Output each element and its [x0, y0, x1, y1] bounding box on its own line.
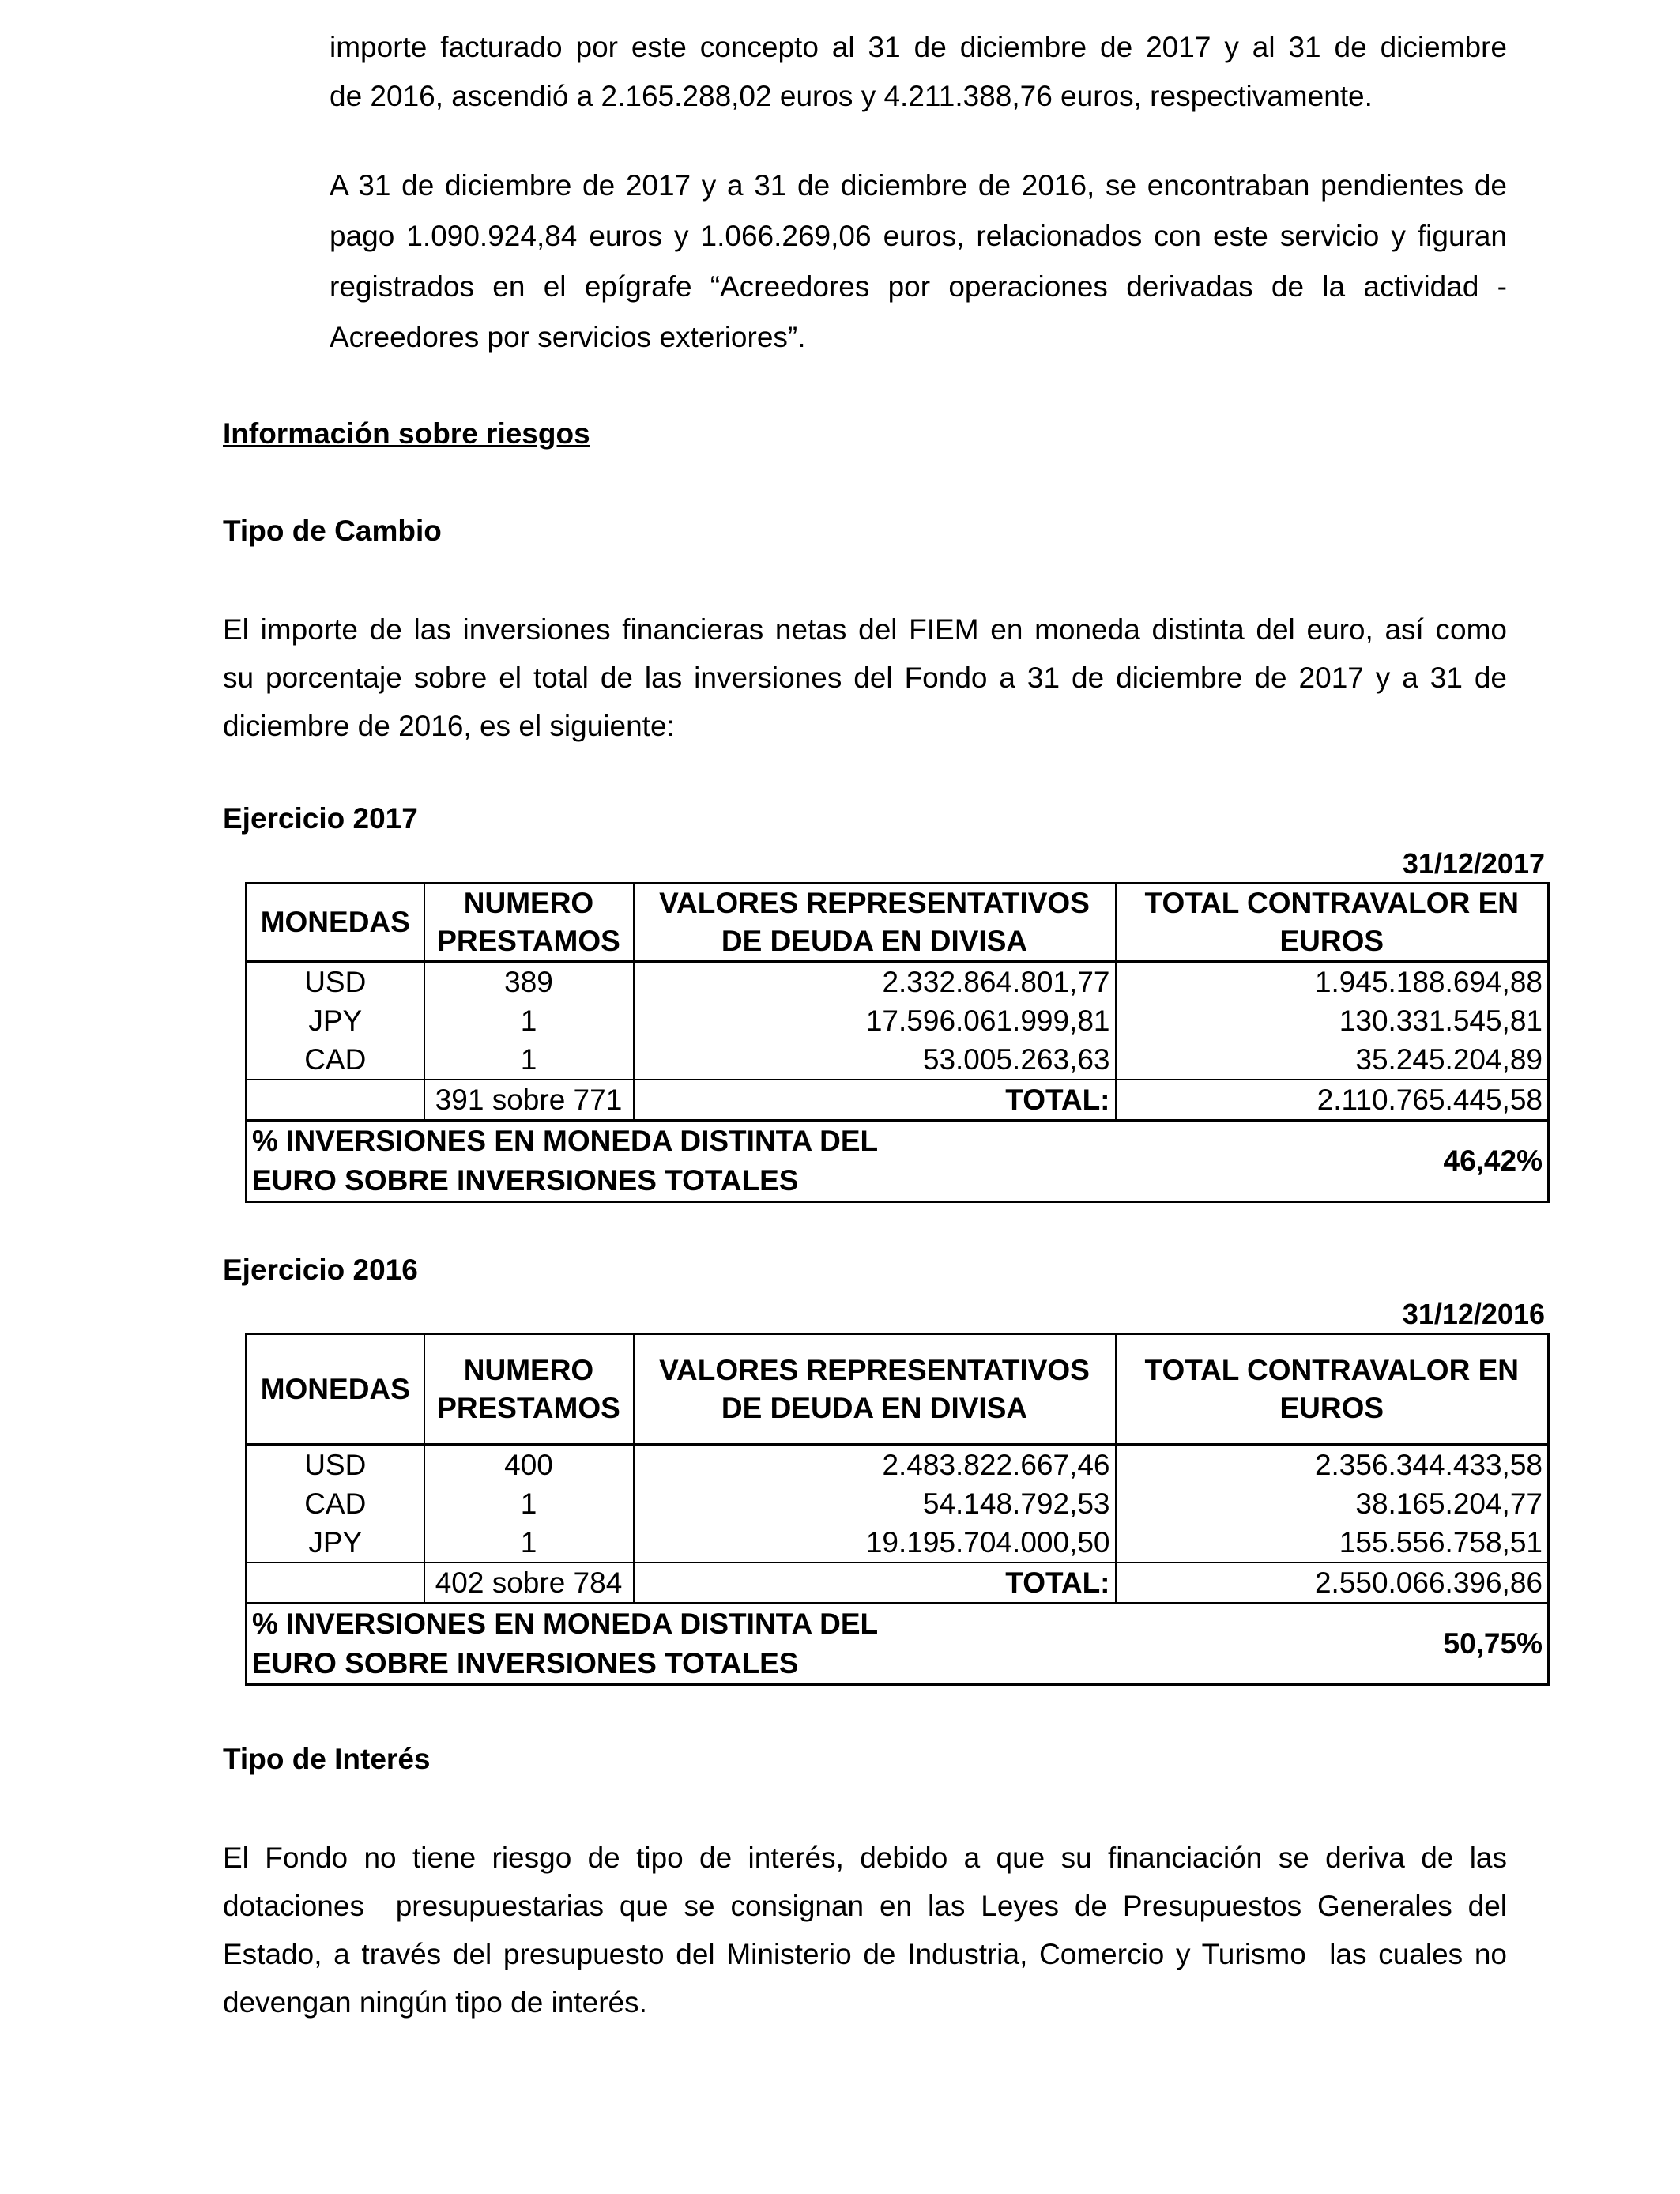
- pct-label-l1: % INVERSIONES EN MONEDA DISTINTA DEL: [252, 1125, 879, 1157]
- header-prestamos: PRESTAMOS: [437, 925, 620, 957]
- header-valores-l1: VALORES REPRESENTATIVOS: [659, 887, 1090, 919]
- exchange-title: Tipo de Cambio: [223, 515, 442, 547]
- exchange-line3: diciembre de 2016, es el siguiente:: [223, 710, 675, 742]
- header-valores-l2: DE DEUDA EN DIVISA: [721, 925, 1028, 957]
- loans-cell: 1: [424, 1040, 634, 1080]
- loans-cell: 389: [424, 962, 634, 1002]
- euros-cell: 1.945.188.694,88: [1116, 962, 1549, 1002]
- table-row: [247, 1001, 1549, 1040]
- pct-label-l2: EURO SOBRE INVERSIONES TOTALES: [252, 1164, 799, 1197]
- header-prestamos: PRESTAMOS: [437, 1391, 620, 1424]
- currency-cell: USD: [247, 1445, 424, 1485]
- header-valores: [634, 884, 1116, 962]
- ex2016-total-row: [247, 1563, 1549, 1604]
- debt-cell: 19.195.704.000,50: [634, 1523, 1116, 1563]
- total-empty-cell: [247, 1563, 424, 1604]
- ex2016-date: 31/12/2016: [1402, 1298, 1545, 1330]
- header-total-l2: EUROS: [1279, 925, 1384, 957]
- table-row: [247, 1523, 1549, 1563]
- euros-cell: 38.165.204,77: [1116, 1484, 1549, 1523]
- header-monedas: MONEDAS: [247, 884, 424, 962]
- intro-p2-line1: A 31 de diciembre de 2017 y a 31 de diciembre de 2016, se encontraban pendientes de: [330, 169, 1507, 202]
- pct-label-l2: EURO SOBRE INVERSIONES TOTALES: [252, 1647, 799, 1679]
- total-label-cell: TOTAL:: [634, 1563, 1116, 1604]
- total-euros-cell: 2.110.765.445,58: [1116, 1080, 1549, 1121]
- pct-value-cell: 46,42%: [1116, 1121, 1549, 1202]
- intro-p1-line1: importe facturado por este concepto al 31 de diciembre de 2017 y al 31 de diciembre: [330, 31, 1507, 63]
- total-euros-cell: 2.550.066.396,86: [1116, 1563, 1549, 1604]
- header-valores-l2: DE DEUDA EN DIVISA: [721, 1391, 1028, 1424]
- loans-cell: 1: [424, 1484, 634, 1523]
- currency-cell: JPY: [247, 1523, 424, 1563]
- ex2017-date: 31/12/2017: [1402, 847, 1545, 880]
- debt-cell: 2.483.822.667,46: [634, 1445, 1116, 1485]
- table-row: [247, 962, 1549, 1002]
- interest-line1: El Fondo no tiene riesgo de tipo de interés, debido a que su financiación se deriva de las: [223, 1842, 1507, 1874]
- euros-cell: 35.245.204,89: [1116, 1040, 1549, 1080]
- ex2016-pct-row: [247, 1604, 1549, 1685]
- ex2017-header-row: [247, 884, 1549, 962]
- header-total: [1116, 884, 1549, 962]
- exchange-line2: su porcentaje sobre el total de las inversiones del Fondo a 31 de diciembre de 2017 y a 31 de: [223, 662, 1507, 694]
- header-total: [1116, 1334, 1549, 1445]
- ex2016-table: [245, 1333, 1550, 1686]
- table-row: [247, 1445, 1549, 1485]
- total-loans-cell: 391 sobre 771: [424, 1080, 634, 1121]
- currency-cell: CAD: [247, 1484, 424, 1523]
- pct-label-l1: % INVERSIONES EN MONEDA DISTINTA DEL: [252, 1608, 879, 1640]
- loans-cell: 1: [424, 1001, 634, 1040]
- currency-cell: USD: [247, 962, 424, 1002]
- interest-line4: devengan ningún tipo de interés.: [223, 1986, 647, 2019]
- intro-p2-line4: Acreedores por servicios exteriores”.: [330, 321, 806, 353]
- header-total-l2: EUROS: [1279, 1391, 1384, 1424]
- debt-cell: 54.148.792,53: [634, 1484, 1116, 1523]
- total-loans-cell: 402 sobre 784: [424, 1563, 634, 1604]
- pct-label-cell: [247, 1121, 1116, 1202]
- ex2016-header-row: [247, 1334, 1549, 1445]
- ex2017-total-row: [247, 1080, 1549, 1121]
- header-total-l1: TOTAL CONTRAVALOR EN: [1144, 1353, 1519, 1386]
- ex2016-title: Ejercicio 2016: [223, 1253, 418, 1286]
- interest-line2: dotaciones presupuestarias que se consignan en las Leyes de Presupuestos Generales del: [223, 1890, 1507, 1922]
- currency-cell: CAD: [247, 1040, 424, 1080]
- table-row: [247, 1484, 1549, 1523]
- interest-line3: Estado, a través del presupuesto del Ministerio de Industria, Comercio y Turismo las cuales no: [223, 1938, 1507, 1970]
- header-numero-prestamos: [424, 1334, 634, 1445]
- debt-cell: 53.005.263,63: [634, 1040, 1116, 1080]
- header-valores-l1: VALORES REPRESENTATIVOS: [659, 1353, 1090, 1386]
- debt-cell: 2.332.864.801,77: [634, 962, 1116, 1002]
- header-numero: NUMERO: [463, 1353, 594, 1386]
- loans-cell: 1: [424, 1523, 634, 1563]
- intro-p2-line3: registrados en el epígrafe “Acreedores por operaciones derivadas de la actividad -: [330, 270, 1507, 303]
- debt-cell: 17.596.061.999,81: [634, 1001, 1116, 1040]
- intro-p2-line2: pago 1.090.924,84 euros y 1.066.269,06 euros, relacionados con este servicio y figuran: [330, 220, 1507, 252]
- ex2017-table: [245, 882, 1550, 1203]
- exchange-line1: El importe de las inversiones financieras netas del FIEM en moneda distinta del euro, así como: [223, 613, 1507, 646]
- total-label-cell: TOTAL:: [634, 1080, 1116, 1121]
- header-total-l1: TOTAL CONTRAVALOR EN: [1144, 887, 1519, 919]
- pct-label-cell: [247, 1604, 1116, 1685]
- header-monedas: MONEDAS: [247, 1334, 424, 1445]
- ex2017-title: Ejercicio 2017: [223, 802, 418, 835]
- ex2017-pct-row: [247, 1121, 1549, 1202]
- header-numero-prestamos: [424, 884, 634, 962]
- interest-title: Tipo de Interés: [223, 1743, 431, 1775]
- pct-value-cell: 50,75%: [1116, 1604, 1549, 1685]
- intro-p1-line2: de 2016, ascendió a 2.165.288,02 euros y 4.211.388,76 euros, respectivamente.: [330, 80, 1373, 112]
- total-empty-cell: [247, 1080, 424, 1121]
- header-numero: NUMERO: [463, 887, 594, 919]
- loans-cell: 400: [424, 1445, 634, 1485]
- euros-cell: 2.356.344.433,58: [1116, 1445, 1549, 1485]
- euros-cell: 130.331.545,81: [1116, 1001, 1549, 1040]
- header-valores: [634, 1334, 1116, 1445]
- currency-cell: JPY: [247, 1001, 424, 1040]
- table-row: [247, 1040, 1549, 1080]
- euros-cell: 155.556.758,51: [1116, 1523, 1549, 1563]
- risks-title: Información sobre riesgos: [223, 417, 590, 450]
